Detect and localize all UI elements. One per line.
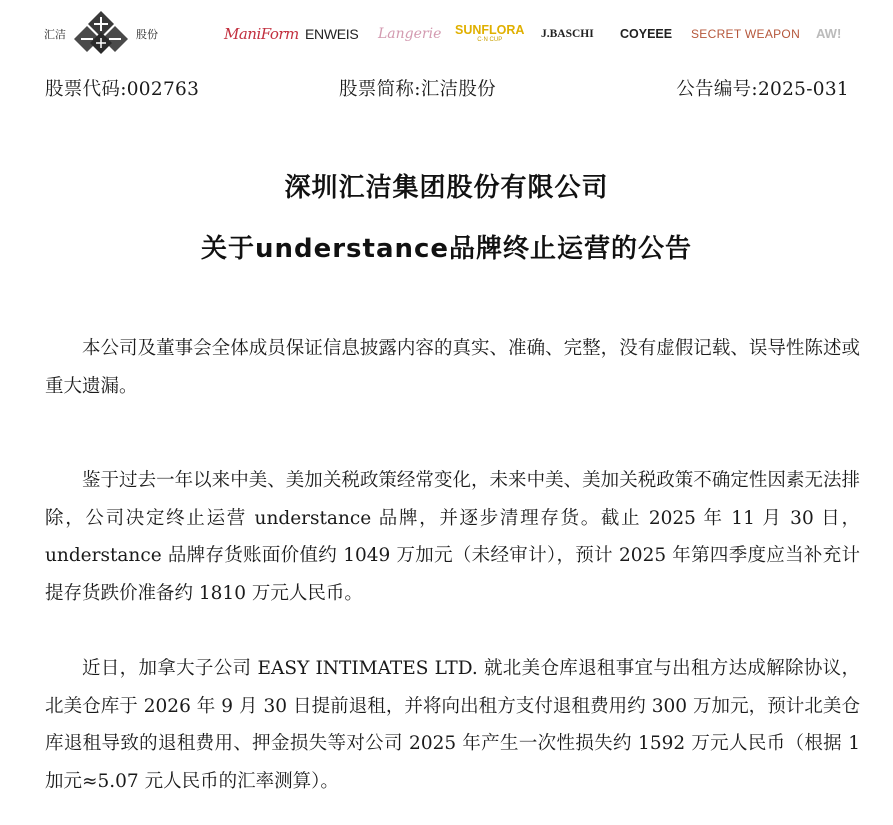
brand-logo-sunflora-text: SUNFLORA bbox=[455, 23, 525, 37]
brand-logo-jbaschi: J.BASCHI bbox=[541, 28, 594, 40]
paragraph-disclaimer: 本公司及董事会全体成员保证信息披露内容的真实、准确、完整，没有虚假记载、误导性陈述或重大遗漏。 bbox=[45, 338, 860, 397]
brand-logo-maniform: ManiForm bbox=[224, 25, 299, 43]
company-logo bbox=[44, 10, 158, 58]
announcement-number: 公告编号:2025-031 bbox=[676, 79, 849, 100]
stock-abbreviation: 股票简称:汇洁股份 bbox=[339, 79, 496, 100]
company-logo-mark-icon bbox=[72, 10, 130, 58]
brand-logo-aw: AW! bbox=[816, 26, 842, 41]
company-logo-name-left: 汇洁 bbox=[44, 28, 66, 41]
document-title-company: 深圳汇洁集团股份有限公司 bbox=[284, 173, 609, 203]
brand-logo-secret-weapon: SECRET WEAPON bbox=[691, 27, 801, 41]
brand-logo-coyeee: COYEEE bbox=[620, 27, 673, 41]
brand-logo-sunflora bbox=[455, 23, 524, 44]
company-logo-name-right: 股份 bbox=[136, 28, 158, 41]
brand-logo-bar bbox=[0, 0, 893, 68]
brand-logo-enweis: ENWEIS bbox=[305, 26, 359, 42]
stock-code: 股票代码:002763 bbox=[45, 79, 200, 100]
paragraph-warehouse-lease: 近日，加拿大子公司 EASY INTIMATES LTD. 就北美仓库退租事宜与出租方达成解除协议，北美仓库于 2026 年 9 月 30 日提前退租，并将向出租方支付退租费用约 300 万加元，预计北美仓库退租导致的退租费用、押金损失等对公司 2025 年产生一次性损失约 1592 万元人民币（根据 1 加元≈5.07 元人民币的汇率测算）。 bbox=[45, 658, 860, 792]
brand-logo-langerie: Langerie bbox=[378, 26, 442, 42]
paragraph-brand-termination: 鉴于过去一年以来中美、美加关税政策经常变化，未来中美、美加关税政策不确定性因素无法排除，公司决定终止运营 understance 品牌，并逐步清理存货。截止 2025 年 11 月 30 日，understance 品牌存货账面价值约 1049 万加元（未经审计），预计 2025 年第四季度应当补充计提存货跌价准备约 1810 万元人民币。 bbox=[45, 470, 860, 604]
brand-logo-sunflora-sub: C·N CUP bbox=[477, 37, 503, 43]
document-title-subject: 关于understance品牌终止运营的公告 bbox=[200, 234, 693, 264]
